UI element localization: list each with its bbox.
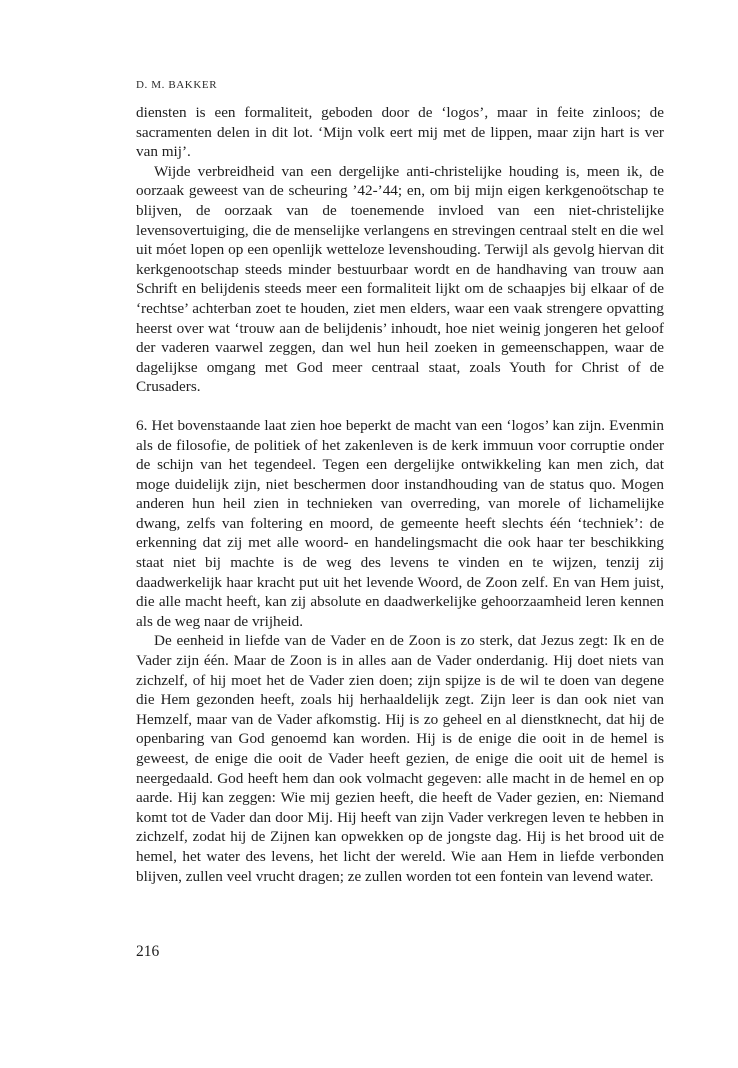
running-head: D. M. BAKKER: [136, 79, 218, 91]
paragraph-father-and-son: De eenheid in liefde van de Vader en de Zoon is zo sterk, dat Jezus zegt: Ik en de Vader zijn één. Maar de Zoon is in alles aan de Vader onderdanig. Hij doet niets van zichzelf, of hij moet het de Vader zien doen; zijn spijze is de wil te doen van degene die Hem gezonden heeft, zoals hij herhaaldelijk zegt. Zijn leer is dan ook niet van Hemzelf, maar van de Vader afkomstig. Hij is zo geheel en al dienstknecht, dat hij de openbaring van God genoemd kan worden. Hij is de enige die ooit in de hemel is geweest, de enige die ooit de Vader heeft gezien, de enige die ooit uit de hemel is neergedaald. God heeft hem dan ook volmacht gegeven: alle macht in de hemel en op aarde. Hij kan zeggen: Wie mij gezien heeft, die heeft de Vader gezien, en: Niemand komt tot de Vader dan door Mij. Hij heeft van zijn Vader verkregen leven te hebben in zichzelf, zodat hij de Zijnen kan opwekken op de jongste dag. Hij is het brood uit de hemel, het water des levens, het licht der wereld. Wie aan Hem in liefde verbonden blijven, zullen veel vrucht dragen; ze zullen worden tot een fontein van levend water.: [136, 632, 664, 885]
paragraph-anti-christian-attitude: Wijde verbreidheid van een dergelijke anti-christelijke houding is, meen ik, de oorzaak geweest van de scheuring ’42-’44; en, om bij mijn eigen kerkgenoötschap te blijven, de oorzaak van de toenemende invloed van een niet-christelijke levensovertuiging, die de menselijke verlangens en strevingen centraal stelt en die wel uit móet lopen op een openlijk wetteloze levenshouding. Terwijl als gevolg hiervan dit kerkgenootschap steeds minder bestuurbaar wordt en de handhaving van trouw aan Schrift en belijdenis steeds meer een formaliteit lijkt om de schaapjes bij elkaar of de ‘rechtse’ achterban zoet te houden, ziet men elders, waar een vaak strengere opvatting heerst over wat ‘trouw aan de belijdenis’ inhoudt, hoe niet weinig jongeren het geloof der vaderen vaarwel zeggen, dan wel hun heil zoeken in gemeenschappen, waar de dagelijkse omgang met God meer centraal staat, zoals Youth for Christ of de Crusaders.: [136, 162, 664, 396]
paragraph-section-6: 6. Het bovenstaande laat zien hoe beperkt de macht van een ‘logos’ kan zijn. Evenmin als de filosofie, de politiek of het zakenleven is de kerk immuun voor corruptie onder de schijn van het tegendeel. Tegen een dergelijke ontwikkeling kan men zich, dat moge duidelijk zijn, niet beschermen door instandhouding van de status quo. Mogen anderen hun heil zien in technieken van overreding, van morele of lichamelijke dwang, zelfs van foltering en moord, de gemeente heeft slechts één ‘techniek’: de erkenning dat zij met alle woord- en handelingsmacht die ook haar ter beschikking staat niet bij machte is de weg des levens te vinden en te wijzen, tenzij zij daadwerkelijk haar kracht put uit het levende Woord, de Zoon zelf. En van Hem juist, die alle macht heeft, kan zij absolute en daadwerkelijke gehoorzaamheid leren kennen als de weg naar de vrijheid.: [136, 416, 664, 630]
page-number: 216: [136, 943, 160, 960]
paragraph-continuation: diensten is een formaliteit, geboden door de ‘logos’, maar in feite zinloos; de sacramenten delen in dit lot. ‘Mijn volk eert mij met de lippen, maar zijn hart is ver van mij’.: [136, 104, 664, 161]
body-text: [136, 103, 664, 886]
